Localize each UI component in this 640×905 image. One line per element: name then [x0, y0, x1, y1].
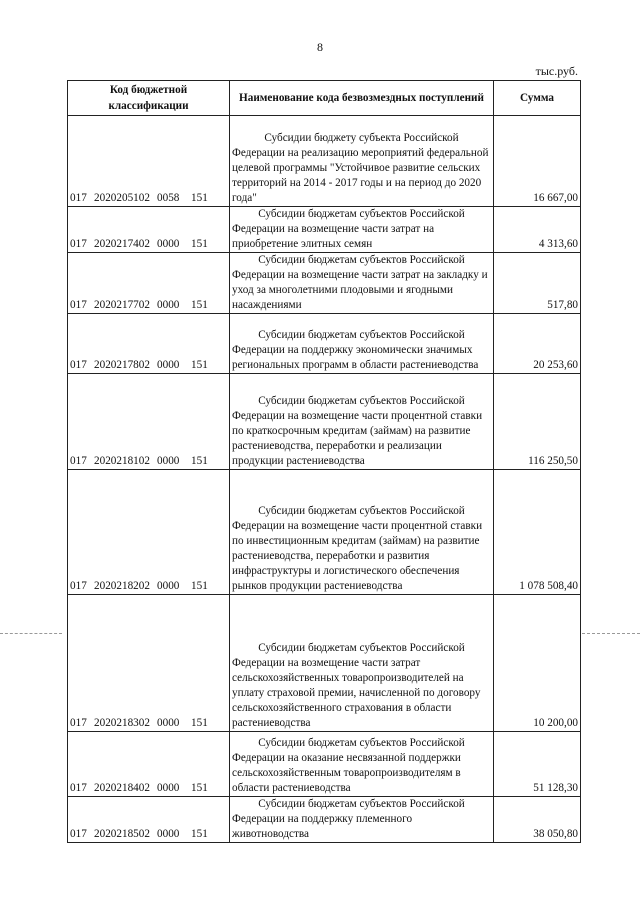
income-name-first-line: Субсидии бюджету субъекта Российской — [264, 132, 459, 144]
budget-code — [68, 732, 230, 797]
kosgu-code: 151 — [191, 455, 208, 467]
income-name — [230, 732, 494, 797]
amount: 38 050,80 — [494, 797, 581, 843]
income-name — [230, 116, 494, 207]
budget-code — [68, 116, 230, 207]
fold-line-left — [0, 633, 62, 634]
income-code: 2020218302 — [94, 717, 150, 729]
income-name-first-line: Субсидии бюджетам субъектов Российской — [258, 395, 465, 407]
program-code: 0000 — [157, 455, 180, 467]
amount: 116 250,50 — [494, 374, 581, 470]
kosgu-code: 151 — [191, 238, 208, 250]
income-name-first-line: Субсидии бюджетам субъектов Российской — [258, 208, 465, 220]
table-row — [68, 595, 581, 732]
budget-code — [68, 797, 230, 843]
budget-code — [68, 314, 230, 374]
income-code: 2020217402 — [94, 238, 150, 250]
program-code: 0000 — [157, 238, 180, 250]
kosgu-code: 151 — [191, 580, 208, 592]
admin-code: 017 — [70, 828, 87, 840]
amount: 16 667,00 — [494, 116, 581, 207]
income-code: 2020217802 — [94, 359, 150, 371]
budget-code — [68, 595, 230, 732]
income-code: 2020205102 — [94, 192, 150, 204]
admin-code: 017 — [70, 359, 87, 371]
table-row — [68, 207, 581, 253]
budget-code — [68, 470, 230, 595]
income-code: 2020218102 — [94, 455, 150, 467]
amount: 517,80 — [494, 253, 581, 314]
admin-code: 017 — [70, 455, 87, 467]
income-name — [230, 207, 494, 253]
amount: 10 200,00 — [494, 595, 581, 732]
table-row — [68, 116, 581, 207]
kosgu-code: 151 — [191, 299, 208, 311]
income-name-first-line: Субсидии бюджетам субъектов Российской — [258, 798, 465, 810]
income-name — [230, 595, 494, 732]
table-row — [68, 374, 581, 470]
table-row — [68, 314, 581, 374]
admin-code: 017 — [70, 192, 87, 204]
budget-table — [67, 80, 581, 843]
program-code: 0000 — [157, 717, 180, 729]
kosgu-code: 151 — [191, 359, 208, 371]
admin-code: 017 — [70, 238, 87, 250]
income-name — [230, 253, 494, 314]
table-row — [68, 253, 581, 314]
income-name — [230, 797, 494, 843]
amount: 20 253,60 — [494, 314, 581, 374]
program-code: 0000 — [157, 299, 180, 311]
income-name — [230, 470, 494, 595]
income-name-first-line: Субсидии бюджетам субъектов Российской — [258, 642, 465, 654]
admin-code: 017 — [70, 299, 87, 311]
table-header-row — [68, 81, 581, 116]
table-row — [68, 797, 581, 843]
admin-code: 017 — [70, 580, 87, 592]
table-row — [68, 732, 581, 797]
income-name-rest: Федерации на возмещение части процентной ставки по инвестиционным кредитам (займам) на развитие растениеводства, переработки и развития инфраструктуры и логистического обеспечения рынков продукции растениеводства — [232, 520, 483, 592]
kosgu-code: 151 — [191, 828, 208, 840]
program-code: 0000 — [157, 782, 180, 794]
amount: 1 078 508,40 — [494, 470, 581, 595]
table-row — [68, 470, 581, 595]
amount: 4 313,60 — [494, 207, 581, 253]
page-number: 8 — [317, 40, 323, 54]
income-name-rest: Федерации на возмещение части затрат сельскохозяйственных товаропроизводителей на уплату страховой премии, начисленной по договору сельскохозяйственного страхования в области растениеводства — [232, 657, 481, 729]
income-name-first-line: Субсидии бюджетам субъектов Российской — [258, 329, 465, 341]
income-code: 2020218502 — [94, 828, 150, 840]
program-code: 0000 — [157, 828, 180, 840]
admin-code: 017 — [70, 717, 87, 729]
admin-code: 017 — [70, 782, 87, 794]
income-name-rest: Федерации на реализацию мероприятий федеральной целевой программы "Устойчивое развитие сельских территорий на 2014 - 2017 годы и на период до 2020 года" — [232, 147, 489, 204]
income-code: 2020217702 — [94, 299, 150, 311]
income-name-first-line: Субсидии бюджетам субъектов Российской — [258, 505, 465, 517]
income-name — [230, 374, 494, 470]
income-name — [230, 314, 494, 374]
header-code: Код бюджетной классификации — [68, 81, 230, 116]
header-sum: Сумма — [494, 81, 581, 116]
income-name-rest: Федерации на оказание несвязанной поддержки сельскохозяйственным товаропроизводителям в области растениеводства — [232, 752, 461, 794]
budget-code — [68, 374, 230, 470]
program-code: 0000 — [157, 580, 180, 592]
income-name-first-line: Субсидии бюджетам субъектов Российской — [258, 737, 465, 749]
program-code: 0000 — [157, 359, 180, 371]
kosgu-code: 151 — [191, 782, 208, 794]
kosgu-code: 151 — [191, 717, 208, 729]
budget-code — [68, 207, 230, 253]
kosgu-code: 151 — [191, 192, 208, 204]
budget-code — [68, 253, 230, 314]
income-name-rest: Федерации на возмещение части процентной ставки по краткосрочным кредитам (займам) на развитие растениеводства, переработки и реализации продукции растениеводства — [232, 410, 483, 467]
income-code: 2020218402 — [94, 782, 150, 794]
program-code: 0058 — [157, 192, 180, 204]
income-name-first-line: Субсидии бюджетам субъектов Российской — [258, 254, 465, 266]
fold-line-right — [582, 633, 640, 634]
income-name-rest: Федерации на возмещение части затрат на приобретение элитных семян — [232, 223, 435, 250]
amount: 51 128,30 — [494, 732, 581, 797]
income-name-rest: Федерации на возмещение части затрат на закладку и уход за многолетними плодовыми и ягодными насаждениями — [232, 269, 488, 311]
income-name-rest: Федерации на поддержку племенного животноводства — [232, 813, 413, 840]
income-code: 2020218202 — [94, 580, 150, 592]
income-name-rest: Федерации на поддержку экономически значимых региональных программ в области растениеводства — [232, 344, 479, 371]
unit-label: тыс.руб. — [535, 64, 578, 78]
header-name: Наименование кода безвозмездных поступлений — [230, 81, 494, 116]
